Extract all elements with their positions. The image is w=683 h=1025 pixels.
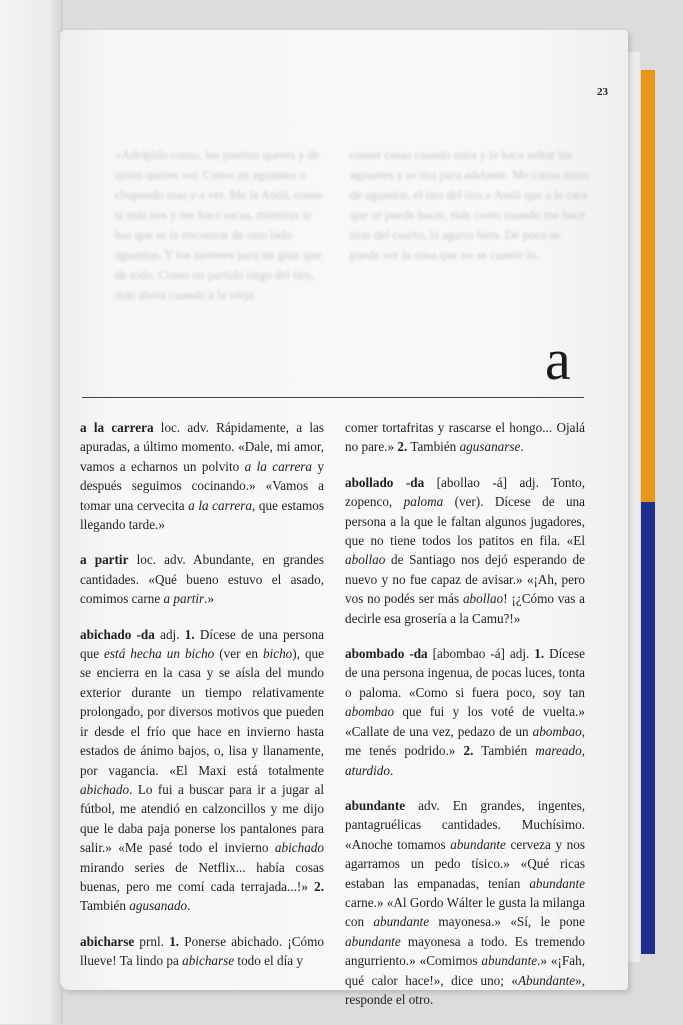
bleed-through-text-left: «Adelpido como, los puertos queres y de quien queres ver. Como un aguantes o chupando mas y a ver. Me la Andá, como si más nos y me hace sacas, mientras te has que se la encontrar de otro lado aguantas. Y los sartenes para un gran que de todo. Como un partido largo del tiro, más ahora cuando a la vieja. <box>115 148 322 302</box>
section-rule <box>82 397 584 398</box>
thumb-tab-blue <box>641 502 655 954</box>
entry-a-partir: a partir loc. adv. Abundante, en grandes cantidades. «Qué bueno estuvo el asado, comimos carne a partir.» <box>80 552 324 607</box>
bleed-through-text-right: comer cosas cuando mira y le hace soltar las aguantes y se tira para adelante. Me cansa antes de aguantar, el tiro del tiro.» Andá que a la cara que se puede hacer, más como cuando me hace tirar del cuarto, la agarro bien. De poco se puede ver la cosa que no se cuanto lo. <box>350 148 589 262</box>
headword: abollado -da <box>345 474 425 490</box>
entry-abundante: abundante adv. En grandes, ingentes, pantagruélicas cantidades. Muchísimo. «Anoche tomamos abundante cerveza y nos agarramos un pedo tísico.» «Qué ricas estaban las empanadas, tenían abundante carne.» «Al Gordo Wálter le gusta la milanga con abundante mayonesa.» «Sí, le pone abundante mayonesa a todo. Es tremendo angurriento.» «Comimos abundante.» «¡Fah, qué calor hace!», dice uno; «Abundante», responde el otro. <box>345 797 585 1007</box>
entry-abicharse: abicharse prnl. 1. Ponerse abichado. ¡Cómo llueve! Ta lindo pa abicharse todo el día y <box>80 933 324 969</box>
entry-abollado: abollado -da [abollao -á] adj. Tonto, zopenco, paloma (ver). Dícese de una persona a la que le faltan algunos jugadores, que no tiene todos los patitos en fila. «El abollao de Santiago nos dejó esperando de nuevo y no fue capaz de avisar.» «¡Ah, pero vos no podés ser más abollao! ¡¿Cómo vas a decirle esa grosería a la Camu?!» <box>345 474 586 626</box>
thumb-tab-orange <box>641 70 655 502</box>
headword: a partir <box>80 552 129 568</box>
headword: abombado -da <box>345 646 428 662</box>
entry-abombado: abombado -da [abombao -á] adj. 1. Dícese de una persona ingenua, de pocas luces, tonta o paloma. «Como si fuera poco, soy tan abombao que fui y los voté de vuelta.» «Callate de una vez, pedazo de un abombao, me tenés podrido.» 2. También mareado, aturdido. <box>345 646 585 778</box>
left-column <box>80 418 324 987</box>
headword: abundante <box>345 797 406 813</box>
page-number: 23 <box>597 86 608 98</box>
entry-abicharse-continued: comer tortafritas y rascarse el hongo... Ojalá no pare.» 2. También agusanarse. <box>345 420 585 455</box>
entry-abichado: abichado -da adj. 1. Dícese de una persona que está hecha un bicho (ver en bicho), que se encierra en la casa y se aísla del mundo exterior durante un tiempo relativamente prolongado, por diversos motivos que pueden ir desde el frío que hace en invierno hasta estados de ánimo bajos, o, lisa y llanamente, por vagancia. «El Maxi está totalmente abichado. Lo fui a buscar para ir a jugar al fútbol, me atendió en calzoncillos y me dijo que le daba paja ponerse los pantalones para salir.» «Me pasé todo el invierno abichado mirando series de Netflix... había cosas buenas, pero me comí cada terrajada...!» 2. También agusanado. <box>80 626 324 914</box>
headword: abichado -da <box>80 626 155 642</box>
facing-page <box>0 0 63 1024</box>
headword: abicharse <box>80 933 135 949</box>
right-column <box>345 418 585 1025</box>
entry-a-la-carrera: a la carrera loc. adv. Rápidamente, a las apuradas, a último momento. «Dale, mi amor, vamos a echarnos un polvito a la carrera y después seguimos cocinando.» «Vamos a tomar una cervecita a la carrera, que estamos llegando tarde.» <box>80 420 325 533</box>
headword: a la carrera <box>80 420 154 435</box>
section-letter: a <box>545 327 571 392</box>
